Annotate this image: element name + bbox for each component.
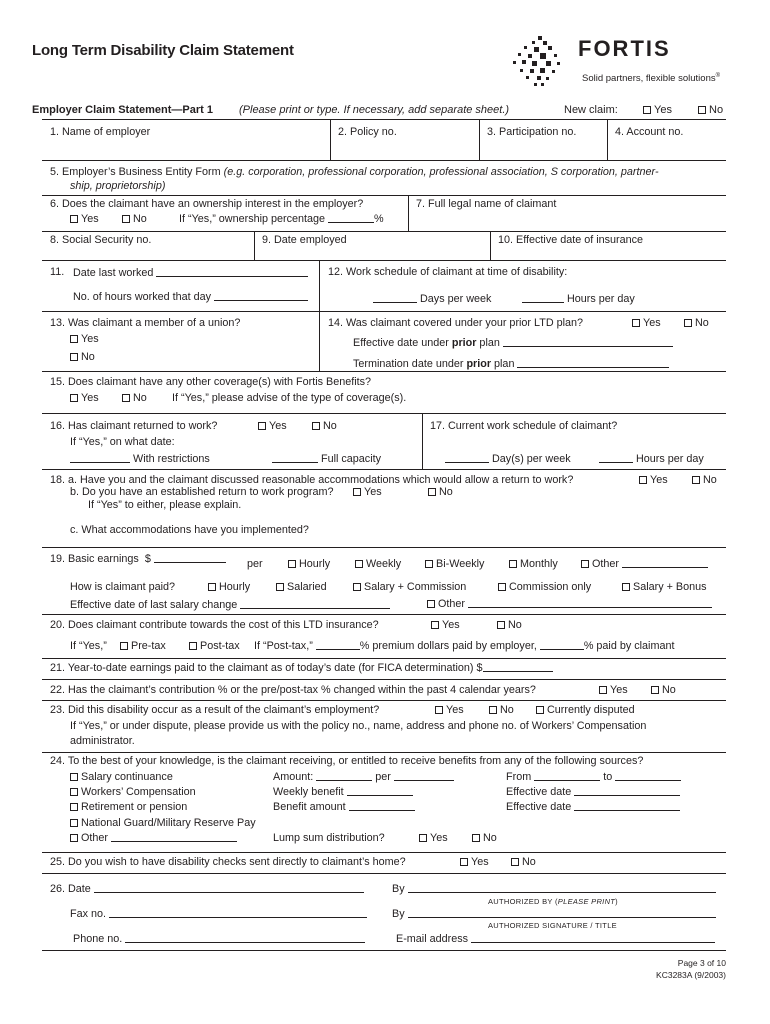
claimant-name-label: 7. Full legal name of claimant	[416, 198, 557, 210]
new-claim-label: New claim:	[564, 104, 618, 116]
employment-related-yes[interactable]: Yes	[435, 704, 464, 717]
direct-checks-no[interactable]: No	[511, 856, 536, 869]
checkbox[interactable]	[511, 858, 519, 866]
contribution-change-no[interactable]: No	[651, 684, 676, 697]
checkbox[interactable]	[419, 834, 427, 842]
retirement-effective-date: Effective date	[506, 801, 680, 814]
checkbox[interactable]	[599, 686, 607, 694]
direct-checks-question: 25. Do you wish to have disability checks sent directly to claimant’s home?	[50, 856, 406, 868]
ytd-earnings-field[interactable]	[483, 662, 553, 672]
other-coverage-advise: If “Yes,” please advise of the type of coverage(s).	[172, 392, 407, 404]
claimant-pct-field[interactable]	[540, 640, 584, 650]
checkbox[interactable]	[288, 560, 296, 568]
checkbox[interactable]	[536, 706, 544, 714]
national-guard[interactable]: National Guard/Military Reserve Pay	[70, 817, 256, 830]
direct-checks-yes[interactable]: Yes	[460, 856, 489, 869]
checkbox[interactable]	[684, 319, 692, 327]
checkbox[interactable]	[70, 819, 78, 827]
employment-related-no[interactable]: No	[489, 704, 514, 717]
post-tax-split: If “Post-tax,” % premium dollars paid by employer, % paid by claimant	[254, 640, 675, 652]
q11-number: 11.	[50, 266, 65, 278]
currently-disputed[interactable]: Currently disputed	[536, 704, 635, 717]
prior-effective-field[interactable]	[503, 337, 673, 347]
ownership-question: 6. Does the claimant have an ownership interest in the employer?	[50, 198, 364, 210]
claim-form	[42, 119, 726, 951]
accommodations-no[interactable]: No	[692, 474, 717, 487]
checkbox[interactable]	[70, 215, 78, 223]
prior-termination-field[interactable]	[517, 358, 669, 368]
phone-field[interactable]	[125, 933, 365, 943]
checkbox[interactable]	[189, 642, 197, 650]
per-label: per	[247, 558, 263, 570]
monthly-option[interactable]: Monthly	[509, 558, 558, 571]
checkbox[interactable]	[122, 215, 130, 223]
ownership-no[interactable]: No	[122, 213, 147, 226]
employment-related-question: 23. Did this disability occur as a result of the claimant’s employment?	[50, 704, 380, 716]
page-number: Page 3 of 10	[677, 958, 726, 968]
checkbox[interactable]	[632, 319, 640, 327]
checkbox[interactable]	[425, 560, 433, 568]
date-employed-label: 9. Date employed	[262, 234, 347, 246]
hourly-option[interactable]: Hourly	[288, 558, 330, 571]
weekly-option[interactable]: Weekly	[355, 558, 401, 571]
with-restrictions: With restrictions	[70, 453, 210, 466]
accommodations-yes[interactable]: Yes	[639, 474, 668, 487]
weekly-benefit-field[interactable]	[347, 786, 413, 796]
entity-form-label: 5. Employer’s Business Entity Form (e.g. corporation, professional corporation, professional association, S corporation, partner-	[50, 166, 659, 178]
contribute-question: 20. Does claimant contribute towards the cost of this LTD insurance?	[50, 619, 379, 631]
workers-effective-date: Effective date	[506, 786, 680, 799]
lump-sum-question: Lump sum distribution?	[273, 832, 385, 844]
hours-per-day: Hours per day	[522, 293, 635, 306]
checkbox[interactable]	[498, 583, 506, 591]
checkbox[interactable]	[70, 394, 78, 402]
ssn-label: 8. Social Security no.	[50, 234, 152, 246]
ytd-earnings: 21. Year-to-date earnings paid to the claimant as of today’s date (for FICA determination) $	[50, 662, 553, 675]
paid-salary-bonus[interactable]: Salary + Bonus	[622, 581, 707, 594]
other-option[interactable]: Other	[581, 558, 708, 571]
other-benefits-question: 24. To the best of your knowledge, is the claimant receiving, or entitled to receive benefits from any of the following sources?	[50, 755, 644, 767]
current-hours-field[interactable]	[599, 453, 633, 463]
current-days-field[interactable]	[445, 453, 489, 463]
fax-label: Fax no.	[70, 908, 367, 921]
date-last-worked: Date last worked	[73, 267, 308, 280]
contribution-change-yes[interactable]: Yes	[599, 684, 628, 697]
checkbox[interactable]	[355, 560, 363, 568]
contribute-no[interactable]: No	[497, 619, 522, 632]
returned-question: 16. Has claimant returned to work?	[50, 420, 218, 432]
checkbox[interactable]	[651, 686, 659, 694]
policy-no-label: 2. Policy no.	[338, 126, 397, 138]
fax-field[interactable]	[109, 908, 367, 918]
email-field[interactable]	[471, 933, 715, 943]
form-code: KC3283A (9/2003)	[656, 970, 726, 980]
days-per-week: Days per week	[373, 293, 491, 306]
prior-ltd-question: 14. Was claimant covered under your prior LTD plan?	[328, 317, 584, 329]
full-capacity: Full capacity	[272, 453, 381, 466]
ownership-pct: If “Yes,” ownership percentage %	[179, 213, 384, 225]
checkbox[interactable]	[70, 788, 78, 796]
pretax-option[interactable]: Pre-tax	[120, 640, 166, 653]
checkbox[interactable]	[497, 621, 505, 629]
date-field[interactable]	[94, 883, 364, 893]
part-note: (Please print or type. If necessary, add separate sheet.)	[239, 104, 510, 116]
full-capacity-field[interactable]	[272, 453, 318, 463]
checkbox[interactable]	[581, 560, 589, 568]
checkbox[interactable]	[70, 335, 78, 343]
returned-date-label: If “Yes,” on what date:	[70, 436, 175, 448]
salary-from-to: From to	[506, 771, 681, 784]
workers-effective-field[interactable]	[574, 786, 680, 796]
prior-ltd-no[interactable]: No	[684, 317, 709, 330]
checkbox[interactable]	[643, 106, 651, 114]
account-no-label: 4. Account no.	[615, 126, 684, 138]
basic-earnings-label: 19. Basic earnings $	[50, 553, 226, 566]
rtw-program-no[interactable]: No	[428, 486, 453, 499]
workers-comp-note-2: administrator.	[70, 735, 135, 747]
posttax-option[interactable]: Post-tax	[189, 640, 240, 653]
hours-worked: No. of hours worked that day	[73, 291, 308, 304]
checkbox[interactable]	[70, 803, 78, 811]
part-label: Employer Claim Statement—Part 1	[32, 104, 213, 116]
new-claim-no[interactable]: No	[698, 104, 723, 116]
union-no[interactable]: No	[70, 351, 95, 364]
date-label: 26. Date	[50, 883, 364, 896]
hours-per-day-field[interactable]	[522, 293, 564, 303]
checkbox[interactable]	[472, 834, 480, 842]
last-salary-change-field[interactable]	[240, 599, 390, 609]
dots-logo-icon	[510, 34, 570, 88]
authorized-by-field[interactable]	[408, 883, 716, 893]
fortis-logo	[510, 34, 730, 88]
salary-amount: Amount: per	[273, 771, 454, 784]
effective-date-label: 10. Effective date of insurance	[498, 234, 644, 246]
lump-sum-yes[interactable]: Yes	[419, 832, 448, 845]
date-last-worked-field[interactable]	[156, 267, 308, 277]
work-schedule-question: 12. Work schedule of claimant at time of disability:	[328, 266, 568, 278]
page-title: Long Term Disability Claim Statement	[32, 42, 294, 59]
paid-salary-commission[interactable]: Salary + Commission	[353, 581, 466, 594]
prior-effective-date: Effective date under prior plan	[353, 337, 673, 350]
prior-termination-date: Termination date under prior plan	[353, 358, 669, 371]
checkbox[interactable]	[427, 600, 435, 608]
how-paid-label: How is claimant paid?	[70, 581, 176, 593]
rtw-explain: If “Yes” to either, please explain.	[88, 499, 242, 511]
checkbox[interactable]	[353, 488, 361, 496]
other-benefit[interactable]: Other	[70, 832, 237, 845]
logo-tagline: Solid partners, flexible solutions®	[582, 73, 721, 85]
checkbox[interactable]	[639, 476, 647, 484]
new-claim-yes[interactable]: Yes	[643, 104, 672, 116]
current-hours-per-day: Hours per day	[599, 453, 704, 466]
retirement-effective-field[interactable]	[574, 801, 680, 811]
authorized-signature-caption: AUTHORIZED SIGNATURE / TITLE	[488, 921, 617, 930]
paid-salaried[interactable]: Salaried	[276, 581, 327, 594]
paid-other-field[interactable]	[468, 598, 712, 608]
paid-hourly[interactable]: Hourly	[208, 581, 250, 594]
checkbox[interactable]	[431, 621, 439, 629]
authorized-by-label: By	[392, 883, 716, 896]
returned-yes[interactable]: Yes	[258, 420, 287, 433]
signature-field[interactable]	[408, 908, 716, 918]
current-schedule-question: 17. Current work schedule of claimant?	[430, 420, 618, 432]
checkbox[interactable]	[428, 488, 436, 496]
checkbox[interactable]	[208, 583, 216, 591]
days-per-week-field[interactable]	[373, 293, 417, 303]
authorized-print-caption: AUTHORIZED BY (PLEASE PRINT)	[488, 897, 618, 906]
checkbox[interactable]	[312, 422, 320, 430]
other-field[interactable]	[622, 558, 708, 568]
checkbox[interactable]	[509, 560, 517, 568]
ownership-pct-field[interactable]	[328, 213, 374, 223]
checkbox[interactable]	[120, 642, 128, 650]
other-coverage-question: 15. Does claimant have any other coverage(s) with Fortis Benefits?	[50, 376, 372, 388]
salary-from-field[interactable]	[534, 771, 600, 781]
prior-ltd-yes[interactable]: Yes	[632, 317, 661, 330]
hours-worked-field[interactable]	[214, 291, 308, 301]
current-days-per-week: Day(s) per week	[445, 453, 571, 466]
rtw-program-question: b. Do you have an established return to work program?	[70, 486, 334, 498]
paid-commission-only[interactable]: Commission only	[498, 581, 591, 594]
checkbox[interactable]	[353, 583, 361, 591]
ownership-yes[interactable]: Yes	[70, 213, 99, 226]
participation-no-label: 3. Participation no.	[487, 126, 577, 138]
returned-no[interactable]: No	[312, 420, 337, 433]
union-yes[interactable]: Yes	[70, 333, 99, 346]
basic-earnings-field[interactable]	[154, 553, 226, 563]
name-of-employer-label: 1. Name of employer	[50, 126, 151, 138]
contribution-change-question: 22. Has the claimant’s contribution % or the pre/post-tax % changed within the past 4 calendar years?	[50, 684, 536, 696]
employer-pct-field[interactable]	[316, 640, 360, 650]
other-benefit-field[interactable]	[111, 832, 237, 842]
checkbox[interactable]	[70, 834, 78, 842]
contribute-yes[interactable]: Yes	[431, 619, 460, 632]
checkbox[interactable]	[70, 353, 78, 361]
logo-wordmark: FORTIS	[578, 36, 671, 61]
biweekly-option[interactable]: Bi-Weekly	[425, 558, 484, 571]
benefit-amount-field[interactable]	[349, 801, 415, 811]
other-coverage-no[interactable]: No	[122, 392, 147, 405]
checkbox[interactable]	[435, 706, 443, 714]
paid-other[interactable]: Other	[427, 598, 712, 611]
checkbox[interactable]	[258, 422, 266, 430]
signature-label: By	[392, 908, 716, 921]
other-coverage-yes[interactable]: Yes	[70, 392, 99, 405]
accommodations-question-a: 18. a. Have you and the claimant discussed reasonable accommodations which would allow a return to work?	[50, 474, 574, 486]
contribute-if-yes: If “Yes,”	[70, 640, 107, 652]
rtw-program-yes[interactable]: Yes	[353, 486, 382, 499]
restrictions-field[interactable]	[70, 453, 130, 463]
checkbox[interactable]	[122, 394, 130, 402]
checkbox[interactable]	[460, 858, 468, 866]
retirement-pension[interactable]: Retirement or pension	[70, 801, 187, 814]
lump-sum-no[interactable]: No	[472, 832, 497, 845]
salary-amount-field[interactable]	[316, 771, 372, 781]
last-salary-change: Effective date of last salary change	[70, 599, 390, 612]
checkbox[interactable]	[698, 106, 706, 114]
checkbox[interactable]	[622, 583, 630, 591]
entity-form-note: ship, proprietorship)	[70, 180, 166, 192]
accommodations-implemented: c. What accommodations have you implemented?	[70, 524, 309, 536]
section-header	[32, 104, 726, 118]
salary-per-field[interactable]	[394, 771, 454, 781]
checkbox[interactable]	[276, 583, 284, 591]
checkbox[interactable]	[70, 773, 78, 781]
union-question: 13. Was claimant a member of a union?	[50, 317, 241, 329]
salary-to-field[interactable]	[615, 771, 681, 781]
salary-continuance[interactable]: Salary continuance	[70, 771, 173, 784]
workers-comp-note: If “Yes,” or under dispute, please provide us with the policy no., name, address and phone no. of Workers’ Compensation	[70, 720, 647, 732]
phone-label: Phone no.	[73, 933, 365, 946]
checkbox[interactable]	[692, 476, 700, 484]
email-label: E-mail address	[396, 933, 715, 946]
workers-compensation[interactable]: Workers’ Compensation	[70, 786, 196, 799]
checkbox[interactable]	[489, 706, 497, 714]
benefit-amount: Benefit amount	[273, 801, 415, 814]
weekly-benefit: Weekly benefit	[273, 786, 413, 799]
